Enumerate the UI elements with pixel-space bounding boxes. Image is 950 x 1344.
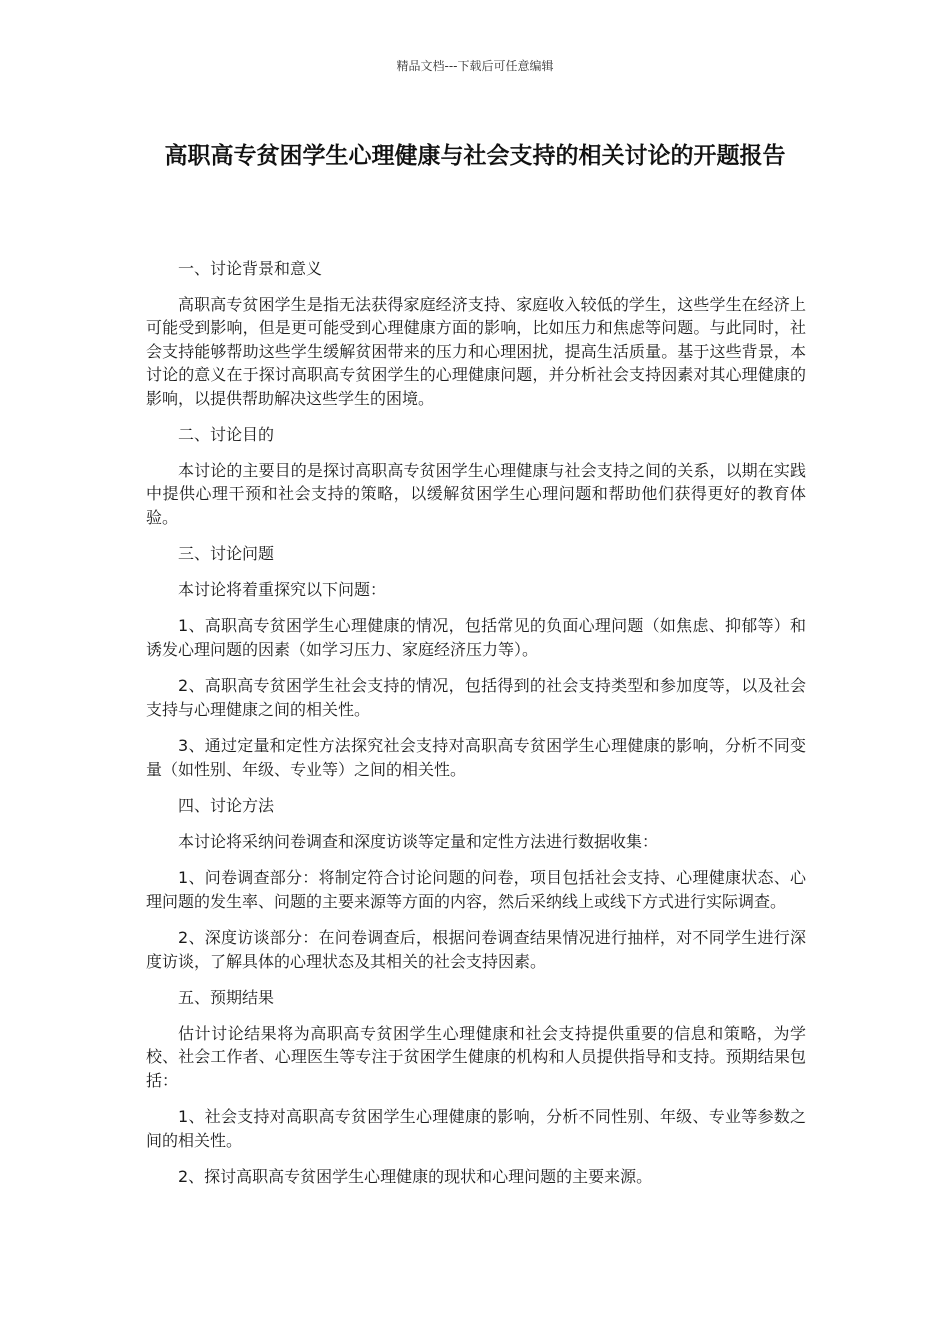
section-3-item-2: 2、高职高专贫困学生社会支持的情况，包括得到的社会支持类型和参加度等，以及社会支持与心理健康之间的相关性。 <box>146 676 806 719</box>
section-4-item-1: 1、问卷调查部分：将制定符合讨论问题的问卷，项目包括社会支持、心理健康状态、心理问题的发生率、问题的主要来源等方面的内容，然后采纳线上或线下方式进行实际调查。 <box>146 868 806 911</box>
section-4-item-2: 2、深度访谈部分：在问卷调查后，根据问卷调查结果情况进行抽样，对不同学生进行深度访谈，了解具体的心理状态及其相关的社会支持因素。 <box>146 928 806 971</box>
section-2-heading: 二、讨论目的 <box>178 425 275 444</box>
section-1-paragraph: 高职高专贫困学生是指无法获得家庭经济支持、家庭收入较低的学生，这些学生在经济上可能受到影响，但是更可能受到心理健康方面的影响，比如压力和焦虑等问题。与此同时，社会支持能够帮助这些学生缓解贫困带来的压力和心理困扰，提高生活质量。基于这些背景，本讨论的意义在于探讨高职高专贫困学生的心理健康问题，并分析社会支持因素对其心理健康的影响，以提供帮助解决这些学生的困境。 <box>146 294 806 408</box>
section-2-paragraph: 本讨论的主要目的是探讨高职高专贫困学生心理健康与社会支持之间的关系，以期在实践中提供心理干预和社会支持的策略，以缓解贫困学生心理问题和帮助他们获得更好的教育体验。 <box>146 460 806 527</box>
section-4-intro: 本讨论将采纳问卷调查和深度访谈等定量和定性方法进行数据收集： <box>178 831 659 851</box>
section-3-intro: 本讨论将着重探究以下问题： <box>178 579 387 599</box>
document-body <box>146 257 806 1202</box>
section-3-heading: 三、讨论问题 <box>178 544 275 563</box>
section-5-item-2: 2、探讨高职高专贫困学生心理健康的现状和心理问题的主要来源。 <box>178 1167 653 1186</box>
section-4-heading: 四、讨论方法 <box>178 796 275 815</box>
header-note: 精品文档---下载后可任意编辑 <box>396 59 554 73</box>
section-5-intro: 估计讨论结果将为高职高专贫困学生心理健康和社会支持提供重要的信息和策略，为学校、社会工作者、心理医生等专注于贫困学生健康的机构和人员提供指导和支持。预期结果包括： <box>146 1023 806 1090</box>
section-1-heading: 一、讨论背景和意义 <box>178 259 323 278</box>
section-5-item-1: 1、社会支持对高职高专贫困学生心理健康的影响，分析不同性别、年级、专业等参数之间的相关性。 <box>146 1107 806 1150</box>
section-3-item-1: 1、高职高专贫困学生心理健康的情况，包括常见的负面心理问题（如焦虑、抑郁等）和诱发心理问题的因素（如学习压力、家庭经济压力等）。 <box>146 616 806 659</box>
section-3-item-3: 3、通过定量和定性方法探究社会支持对高职高专贫困学生心理健康的影响，分析不同变量（如性别、年级、专业等）之间的相关性。 <box>146 736 806 779</box>
document-title: 高职高专贫困学生心理健康与社会支持的相关讨论的开题报告 <box>164 143 786 169</box>
section-5-heading: 五、预期结果 <box>178 988 275 1007</box>
